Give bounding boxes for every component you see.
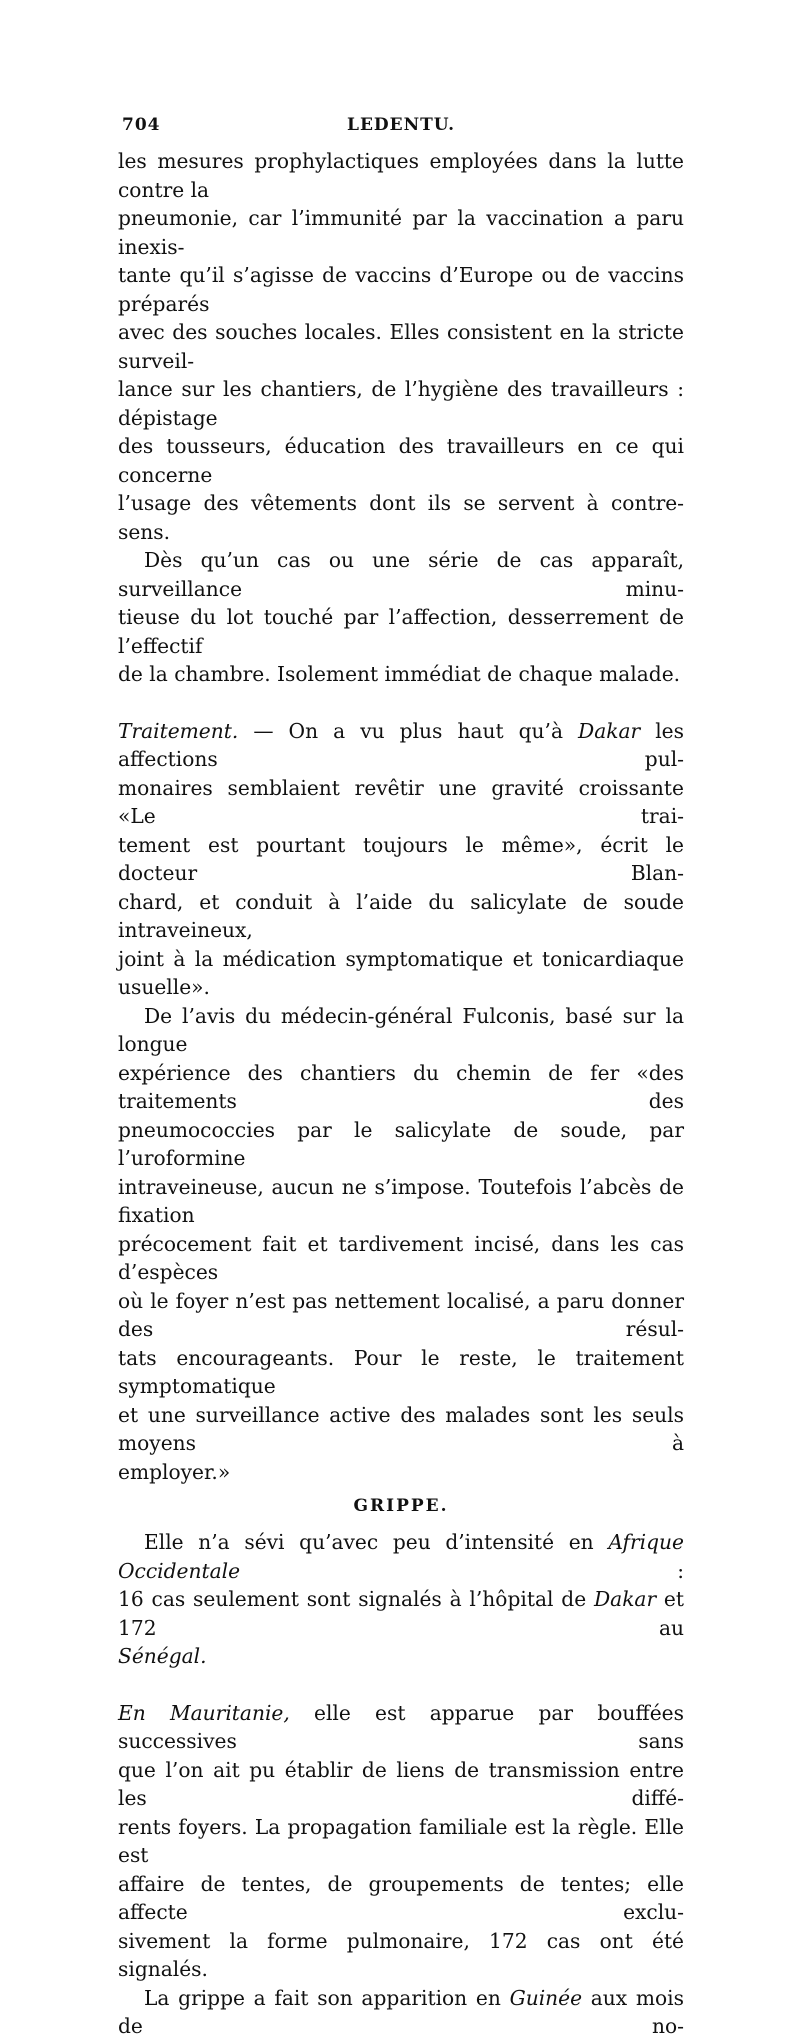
text-span: La grippe a fait son apparition en xyxy=(144,1985,510,2010)
paragraph-traitement xyxy=(118,717,684,1002)
text-line: lance sur les chantiers, de l’hygiène des travailleurs : dépistage xyxy=(118,377,684,430)
text-span: et 172 au xyxy=(118,1587,684,1640)
text-line xyxy=(118,717,684,774)
section-title-grippe: GRIPPE. xyxy=(353,1496,449,1516)
text-line: où le foyer n’est pas nettement localisé, a paru donner des résul- xyxy=(118,1288,684,1341)
text-line: affaire de tentes, de groupements de tentes; elle affecte exclu- xyxy=(118,1871,684,1924)
paragraph-grippe-mauritanie xyxy=(118,1699,684,1984)
place-dakar: Dakar xyxy=(578,718,641,743)
text-line: tats encourageants. Pour le reste, le traitement symptomatique xyxy=(118,1345,684,1398)
text-span: les affections pul- xyxy=(118,718,684,771)
paragraph-grippe-afrique xyxy=(118,1528,684,1671)
text-line: pneumonie, car l’immunité par la vaccination a paru inexis- xyxy=(118,206,684,259)
place-afrique-occidentale: Afrique Occidentale xyxy=(118,1530,684,1583)
text-line: tieuse du lot touché par l’affection, desserrement de l’effectif xyxy=(118,605,684,658)
place-senegal: Sénégal. xyxy=(118,1644,207,1668)
text-line: chard, et conduit à l’aide du salicylate de soude intraveineux, xyxy=(118,889,684,942)
text-line: et une surveillance active des malades sont les seuls moyens à xyxy=(118,1402,684,1455)
traitement-label: Traitement. xyxy=(118,718,239,743)
text-line: intraveineuse, aucun ne s’impose. Toutefois l’abcès de fixation xyxy=(118,1174,684,1227)
paragraph-prophylaxis xyxy=(118,147,684,546)
place-guinee: Guinée xyxy=(509,1985,583,2010)
place-dakar: Dakar xyxy=(593,1587,657,1611)
text-line: joint à la médication symptomatique et tonicardiaque usuelle». xyxy=(118,946,684,999)
text-line: de la chambre. Isolement immédiat de chaque malade. xyxy=(118,662,681,686)
running-head: LEDENTU. xyxy=(347,115,455,135)
page-header xyxy=(118,115,684,147)
paragraph-fulconis xyxy=(118,1002,684,1487)
text-line xyxy=(118,1528,684,1585)
text-line: De l’avis du médecin-général Fulconis, basé sur la longue xyxy=(118,1003,684,1056)
text-span: elle est apparue par bouffées successives sans xyxy=(118,1700,684,1753)
text-line: employer.» xyxy=(118,1459,231,1484)
text-span: — On a vu plus haut qu’à xyxy=(238,718,579,743)
paragraph-grippe-guinee xyxy=(118,1984,684,2041)
text-line: tante qu’il s’agisse de vaccins d’Europe ou de vaccins préparés xyxy=(118,263,684,316)
text-line xyxy=(118,1699,684,1756)
text-line: avec des souches locales. Elles consistent en la stricte surveil- xyxy=(118,320,684,373)
text-line: Dès qu’un cas ou une série de cas apparaît, surveillance minu- xyxy=(118,548,684,601)
text-line: expérience des chantiers du chemin de fer «des traitements des xyxy=(118,1060,684,1113)
text-line: précocement fait et tardivement incisé, dans les cas d’espèces xyxy=(118,1231,684,1284)
document-page xyxy=(118,115,684,2041)
paragraph-surveillance xyxy=(118,546,684,689)
text-line: tement est pourtant toujours le même», écrit le docteur Blan- xyxy=(118,832,684,885)
text-span: 16 cas seulement sont signalés à l’hôpital de xyxy=(118,1587,594,1611)
text-line: rents foyers. La propagation familiale est la règle. Elle est xyxy=(118,1814,684,1867)
place-mauritanie: En Mauritanie, xyxy=(118,1700,290,1725)
text-line: des tousseurs, éducation des travailleurs en ce qui concerne xyxy=(118,434,684,487)
text-span: : xyxy=(240,1558,684,1583)
text-line: sivement la forme pulmonaire, 172 cas ont été signalés. xyxy=(118,1928,684,1981)
text-line xyxy=(118,1585,684,1642)
text-line xyxy=(118,1642,684,1671)
text-line: les mesures prophylactiques employées dans la lutte contre la xyxy=(118,149,684,202)
text-line: l’usage des vêtements dont ils se servent à contre-sens. xyxy=(118,491,684,544)
text-span: aux mois de no- xyxy=(118,1985,684,2038)
text-line: monaires semblaient revêtir une gravité croissante «Le trai- xyxy=(118,775,684,828)
text-line: que l’on ait pu établir de liens de transmission entre les diffé- xyxy=(118,1757,684,1810)
page-number: 704 xyxy=(122,115,161,135)
text-line xyxy=(118,1984,684,2041)
text-span: Elle n’a sévi qu’avec peu d’intensité en xyxy=(144,1530,609,1554)
text-line: pneumococcies par le salicylate de soude, par l’uroformine xyxy=(118,1117,684,1170)
